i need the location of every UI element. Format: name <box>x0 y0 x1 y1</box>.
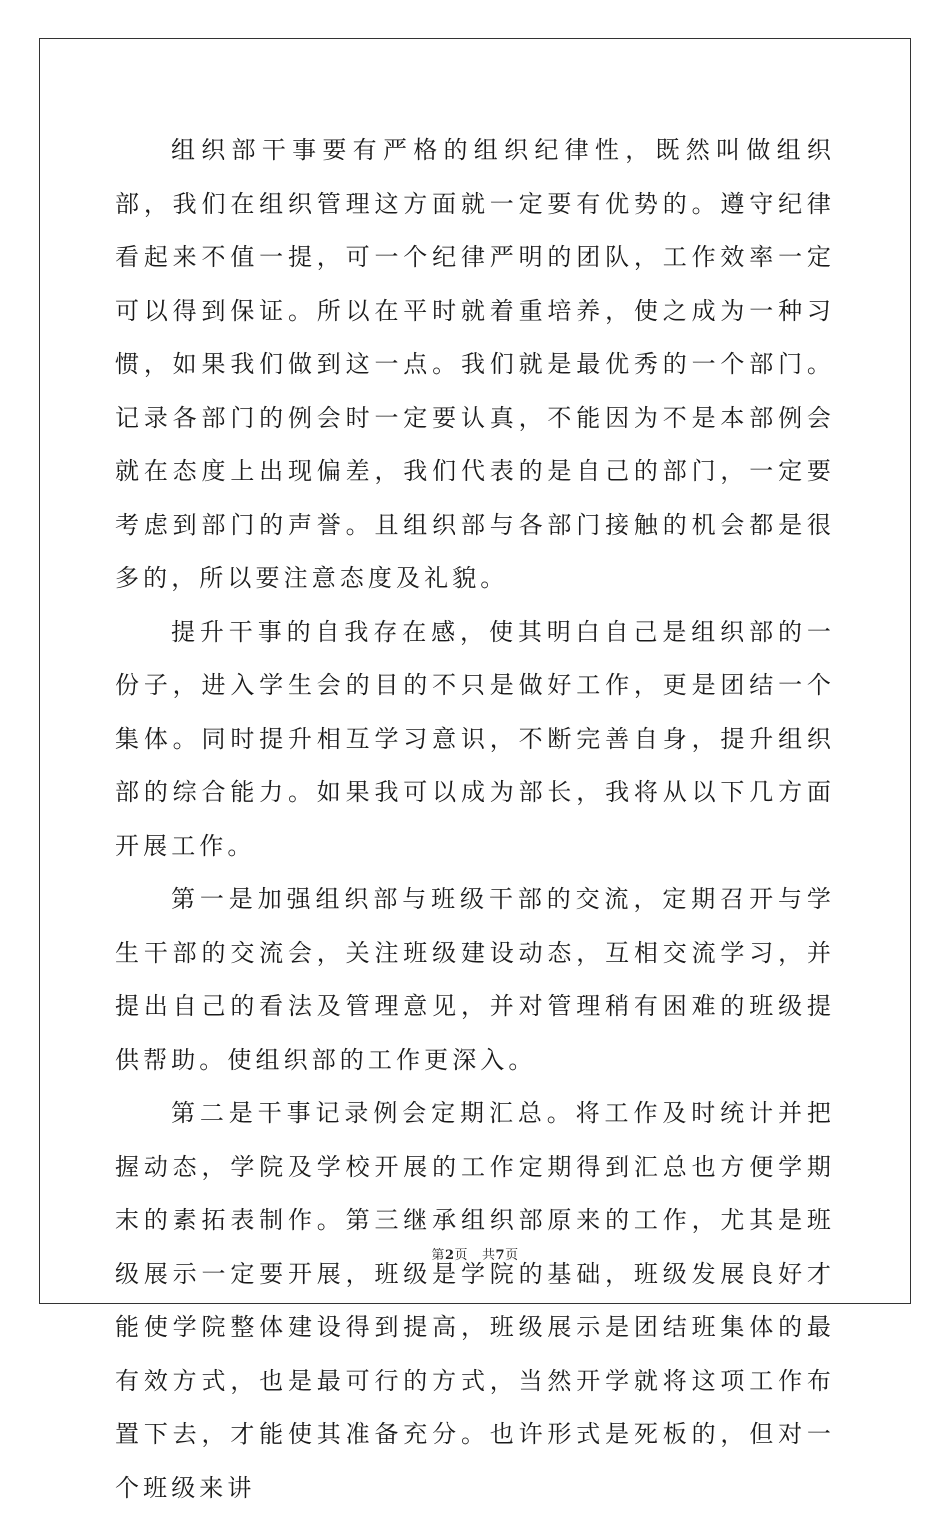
page-footer <box>0 1244 950 1263</box>
paragraph-3: 第一是加强组织部与班级干部的交流，定期召开与学生干部的交流会，关注班级建设动态，互相交流学习，并提出自己的看法及管理意见，并对管理稍有困难的班级提供帮助。使组织部的工作更深入。 <box>115 885 835 1074</box>
total-pages: 共7页 <box>482 1248 519 1263</box>
page-number: 第2页 <box>431 1248 468 1263</box>
total-page-number: 7 <box>495 1248 506 1263</box>
paragraph-2: 提升干事的自我存在感，使其明白自己是组织部的一份子，进入学生会的目的不只是做好工作，更是团结一个集体。同时提升相互学习意识，不断完善自身，提升组织部的综合能力。如果我可以成为部长，我将从以下几方面开展工作。 <box>115 617 835 860</box>
current-page-number: 2 <box>444 1248 455 1263</box>
paragraph-4: 第二是干事记录例会定期汇总。将工作及时统计并把握动态，学院及学校开展的工作定期得到汇总也方便学期末的素拓表制作。第三继承组织部原来的工作，尤其是班级展示一定要开展，班级是学院的基础，班级发展良好才能使学院整体建设得到提高，班级展示是团结班集体的最有效方式，也是最可行的方式，当然开学就将这项工作布置下去，才能使其准备充分。也许形式是死板的，但对一个班级来讲 <box>115 1099 835 1502</box>
paragraph-1: 组织部干事要有严格的组织纪律性，既然叫做组织部，我们在组织管理这方面就一定要有优势的。遵守纪律看起来不值一提，可一个纪律严明的团队，工作效率一定可以得到保证。所以在平时就着重培养，使之成为一种习惯，如果我们做到这一点。我们就是最优秀的一个部门。记录各部门的例会时一定要认真，不能因为不是本部例会就在态度上出现偏差，我们代表的是自己的部门，一定要考虑到部门的声誉。且组织部与各部门接触的机会都是很多的，所以要注意态度及礼貌。 <box>115 136 835 592</box>
document-body <box>115 124 835 1515</box>
